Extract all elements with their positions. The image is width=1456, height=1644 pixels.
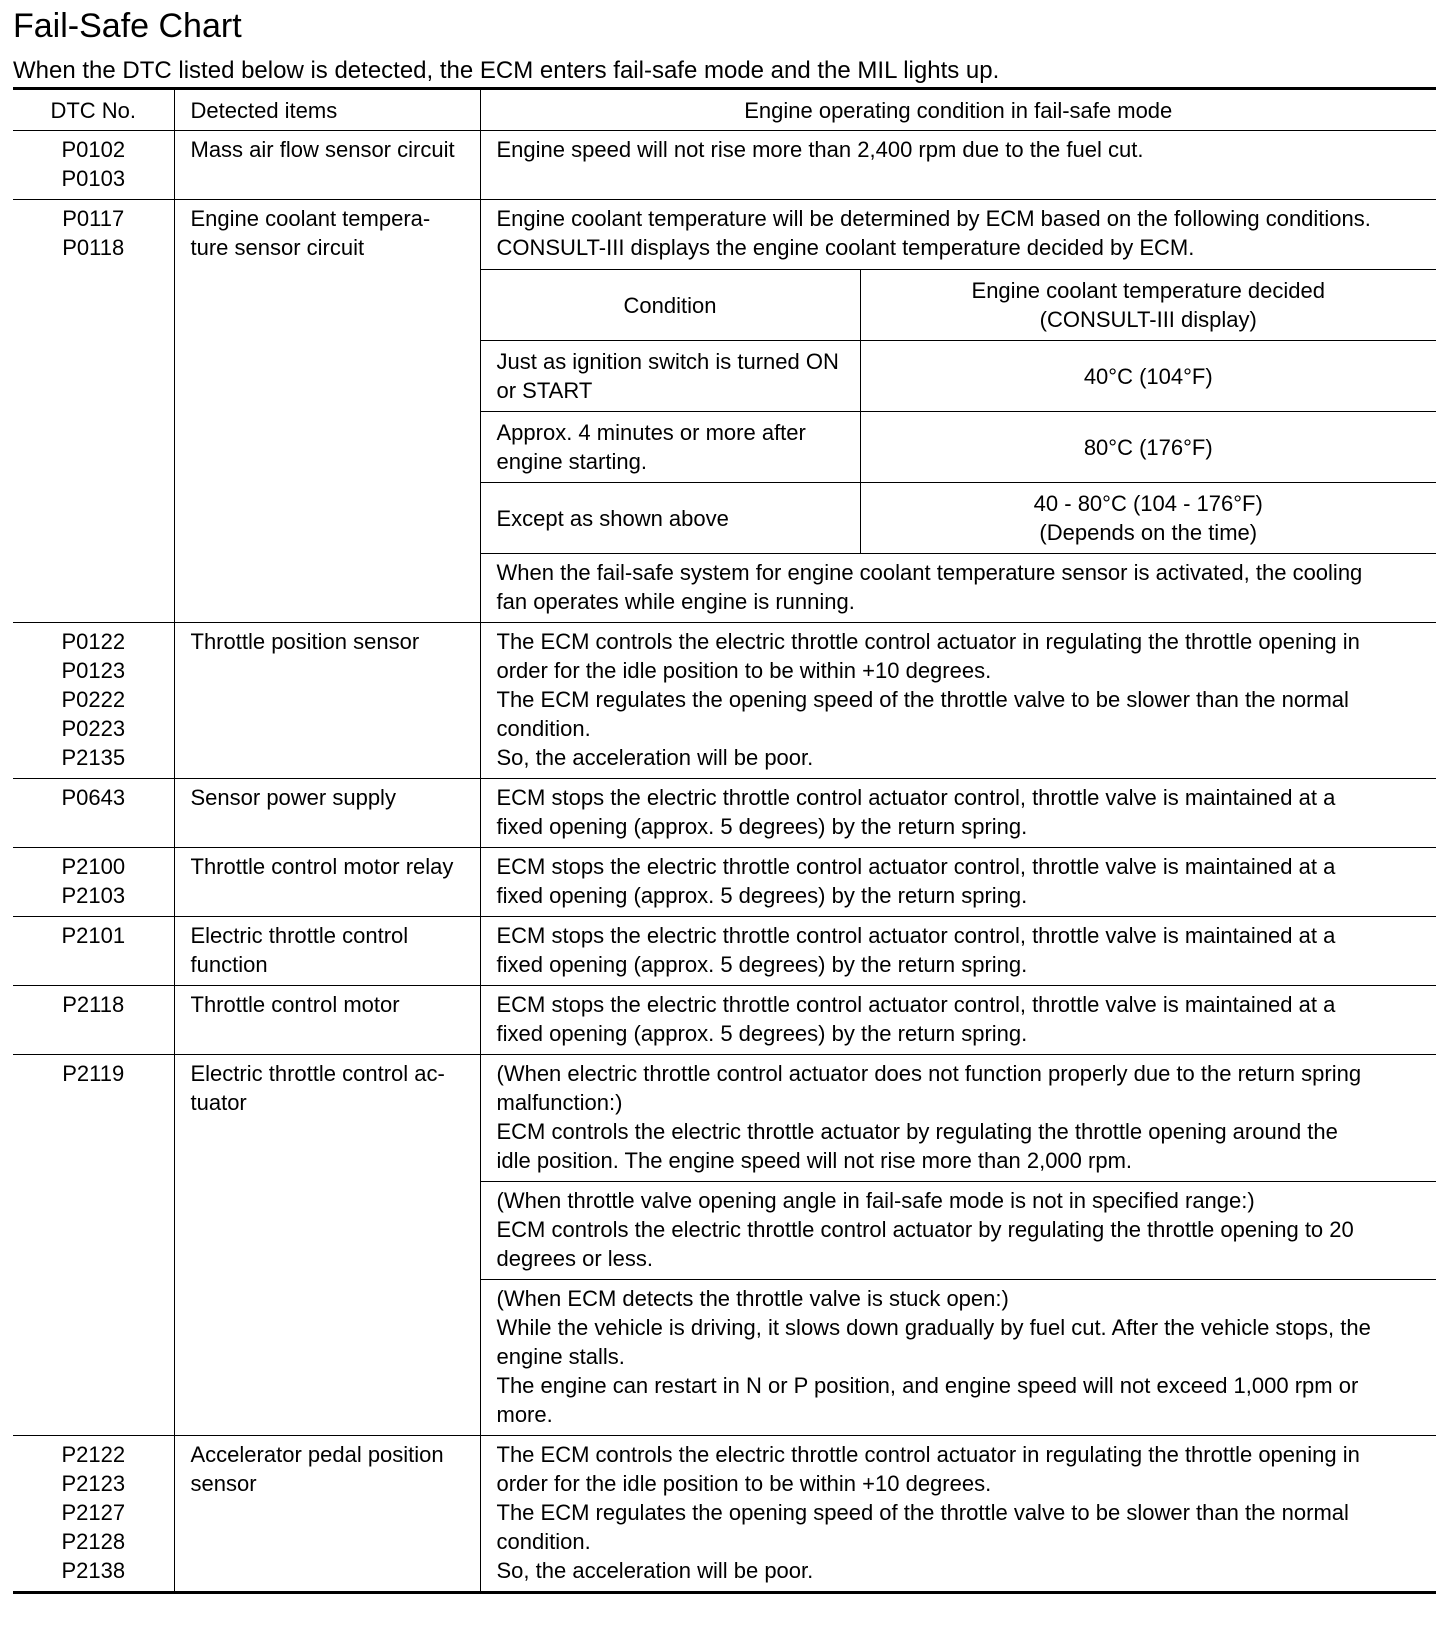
table-row (13, 1436, 1436, 1593)
condition-text: order for the idle position to be within +10 degrees. (496, 658, 992, 683)
condition-cell (480, 1055, 1436, 1436)
subtable-row (481, 341, 1437, 412)
subtable-condition-cell (481, 483, 861, 554)
subtable-condition-text: Just as ignition switch is turned ON (496, 349, 839, 374)
condition-text: While the vehicle is driving, it slows down gradually by fuel cut. After the vehicle stops, the (496, 1315, 1371, 1340)
table-row (13, 986, 1436, 1055)
detected-item-cell (174, 131, 480, 200)
dtc-code: P2135 (61, 745, 126, 770)
condition-text: condition. (496, 1529, 591, 1554)
subtable-temp-text: 80°C (176°F) (1083, 434, 1213, 460)
condition-text: The engine can restart in N or P position, and engine speed will not exceed 1,000 rpm or (496, 1373, 1359, 1398)
dtc-code: P0117 (62, 206, 125, 231)
condition-text: The ECM controls the electric throttle control actuator in regulating the throttle opening in (496, 629, 1360, 654)
dtc-code: P0118 (62, 235, 125, 260)
dtc-code: P2101 (61, 923, 126, 948)
detected-item-text: Electric throttle control (190, 923, 409, 948)
detected-item-text: sensor (190, 1471, 257, 1496)
condition-text: fixed opening (approx. 5 degrees) by the return spring. (496, 883, 1028, 908)
table-row (13, 131, 1436, 200)
dtc-code: P2128 (61, 1529, 126, 1554)
table-row (13, 779, 1436, 848)
dtc-code: P0123 (61, 658, 126, 683)
page-title: Fail-Safe Chart (13, 7, 242, 45)
dtc-code: P0223 (61, 716, 126, 741)
table-row (13, 200, 1436, 623)
condition-text: fixed opening (approx. 5 degrees) by the return spring. (496, 952, 1028, 977)
detected-item-text: Accelerator pedal position (190, 1442, 444, 1467)
condition-text: idle position. The engine speed will not rise more than 2,000 rpm. (496, 1148, 1133, 1173)
subtable-header-temp-line: (CONSULT-III display) (1039, 307, 1257, 332)
detected-item-text: Sensor power supply (190, 785, 396, 810)
condition-cell (480, 779, 1436, 848)
condition-text: malfunction:) (496, 1090, 623, 1115)
detected-item-cell (174, 779, 480, 848)
subtable-temp-text: 40°C (104°F) (1083, 363, 1213, 389)
condition-text: fan operates while engine is running. (496, 589, 855, 614)
condition-text: fixed opening (approx. 5 degrees) by the return spring. (496, 1021, 1028, 1046)
dtc-cell (13, 848, 174, 917)
detected-item-cell (174, 986, 480, 1055)
header-row (13, 89, 1436, 131)
subtable-header-row (481, 270, 1437, 341)
fail-safe-table (13, 87, 1436, 1594)
condition-text: ECM stops the electric throttle control actuator control, throttle valve is maintained at a (496, 992, 1336, 1017)
dtc-code: P0122 (61, 629, 126, 654)
subtable-header-condition: Condition (481, 270, 861, 341)
condition-text: ECM stops the electric throttle control actuator control, throttle valve is maintained at a (496, 923, 1336, 948)
condition-text: ECM controls the electric throttle control actuator by regulating the throttle opening to 20 (496, 1217, 1354, 1242)
condition-cell (480, 1436, 1436, 1593)
detected-item-text: ture sensor circuit (190, 235, 365, 260)
condition-text: order for the idle position to be within +10 degrees. (496, 1471, 992, 1496)
table-row (13, 1055, 1436, 1436)
detected-item-cell (174, 1055, 480, 1436)
condition-text: So, the acceleration will be poor. (496, 1558, 814, 1583)
dtc-code: P2123 (61, 1471, 126, 1496)
dtc-cell (13, 917, 174, 986)
condition-text: degrees or less. (496, 1246, 654, 1271)
coolant-temp-subtable (481, 269, 1437, 554)
condition-text: ECM stops the electric throttle control actuator control, throttle valve is maintained at a (496, 854, 1336, 879)
condition-text: When the fail-safe system for engine coolant temperature sensor is activated, the cooling (496, 560, 1363, 585)
condition-text: ECM controls the electric throttle actuator by regulating the throttle opening around the (496, 1119, 1338, 1144)
dtc-code: P0222 (61, 687, 126, 712)
condition-cell (480, 200, 1436, 623)
condition-cell (480, 848, 1436, 917)
dtc-cell (13, 623, 174, 779)
header-dtc: DTC No. (13, 89, 174, 131)
dtc-code: P2103 (61, 883, 126, 908)
condition-text: The ECM regulates the opening speed of the throttle valve to be slower than the normal (496, 687, 1349, 712)
condition-cell (480, 917, 1436, 986)
detected-item-text: function (190, 952, 268, 977)
subtable-condition-cell (481, 341, 861, 412)
condition-text: engine stalls. (496, 1344, 625, 1369)
subtable-temp-cell (860, 341, 1436, 412)
condition-text: fixed opening (approx. 5 degrees) by the return spring. (496, 814, 1028, 839)
dtc-cell (13, 779, 174, 848)
dtc-code: P2118 (62, 992, 125, 1017)
condition-text: (When electric throttle control actuator does not function properly due to the return spring (496, 1061, 1362, 1086)
condition-text: CONSULT-III displays the engine coolant temperature decided by ECM. (496, 235, 1195, 260)
subtable-temp-cell (860, 483, 1436, 554)
condition-segment (481, 1182, 1437, 1280)
subtable-row (481, 412, 1437, 483)
detected-item-cell (174, 200, 480, 623)
detected-item-text: Mass air flow sensor circuit (190, 137, 455, 162)
subtable-condition-cell (481, 412, 861, 483)
detected-item-cell (174, 917, 480, 986)
condition-text: Engine speed will not rise more than 2,400 rpm due to the fuel cut. (496, 137, 1144, 162)
dtc-cell (13, 986, 174, 1055)
condition-segment (481, 1280, 1437, 1435)
detected-item-cell (174, 848, 480, 917)
dtc-code: P2100 (61, 854, 126, 879)
detected-item-text: tuator (190, 1090, 247, 1115)
condition-text: (When throttle valve opening angle in fail-safe mode is not in specified range:) (496, 1188, 1255, 1213)
condition-cell (480, 623, 1436, 779)
detected-item-text: Throttle control motor (190, 992, 400, 1017)
condition-text: ECM stops the electric throttle control actuator control, throttle valve is maintained at a (496, 785, 1336, 810)
dtc-cell (13, 1055, 174, 1436)
subtable-temp-text: 40 - 80°C (104 - 176°F) (1033, 491, 1263, 516)
condition-text: So, the acceleration will be poor. (496, 745, 814, 770)
table-row (13, 848, 1436, 917)
condition-text: The ECM regulates the opening speed of the throttle valve to be slower than the normal (496, 1500, 1349, 1525)
subtable-temp-text: (Depends on the time) (1039, 520, 1258, 545)
condition-text: The ECM controls the electric throttle control actuator in regulating the throttle opening in (496, 1442, 1360, 1467)
dtc-code: P2127 (61, 1500, 126, 1525)
condition-segment (481, 1055, 1437, 1182)
dtc-code: P2119 (62, 1061, 125, 1086)
page-subtitle: When the DTC listed below is detected, the ECM enters fail-safe mode and the MIL lights up. (13, 57, 1000, 84)
subtable-header-temp (860, 270, 1436, 341)
subtable-temp-cell (860, 412, 1436, 483)
dtc-code: P0102 (61, 137, 126, 162)
table-row (13, 623, 1436, 779)
dtc-code: P2122 (61, 1442, 126, 1467)
dtc-code: P2138 (61, 1558, 126, 1583)
condition-cell (480, 131, 1436, 200)
dtc-cell (13, 1436, 174, 1593)
subtable-condition-text: Approx. 4 minutes or more after (496, 420, 806, 445)
detected-item-text: Throttle control motor relay (190, 854, 454, 879)
condition-text: condition. (496, 716, 591, 741)
detected-item-text: Electric throttle control ac- (190, 1061, 445, 1086)
dtc-code: P0103 (61, 166, 126, 191)
dtc-cell (13, 200, 174, 623)
detected-item-cell (174, 623, 480, 779)
dtc-code: P0643 (61, 785, 126, 810)
dtc-cell (13, 131, 174, 200)
subtable-header-temp-line: Engine coolant temperature decided (971, 278, 1325, 303)
condition-text: more. (496, 1402, 553, 1427)
subtable-row (481, 483, 1437, 554)
header-condition: Engine operating condition in fail-safe mode (480, 89, 1436, 131)
condition-text: Engine coolant temperature will be determined by ECM based on the following conditions. (496, 206, 1371, 231)
detected-item-text: Engine coolant tempera- (190, 206, 431, 231)
subtable-condition-text: Except as shown above (496, 505, 729, 531)
detected-item-text: Throttle position sensor (190, 629, 420, 654)
subtable-condition-text: or START (496, 378, 593, 403)
header-detected-items: Detected items (174, 89, 480, 131)
condition-cell (480, 986, 1436, 1055)
condition-text: (When ECM detects the throttle valve is stuck open:) (496, 1286, 1009, 1311)
detected-item-cell (174, 1436, 480, 1593)
subtable-condition-text: engine starting. (496, 449, 647, 474)
table-row (13, 917, 1436, 986)
